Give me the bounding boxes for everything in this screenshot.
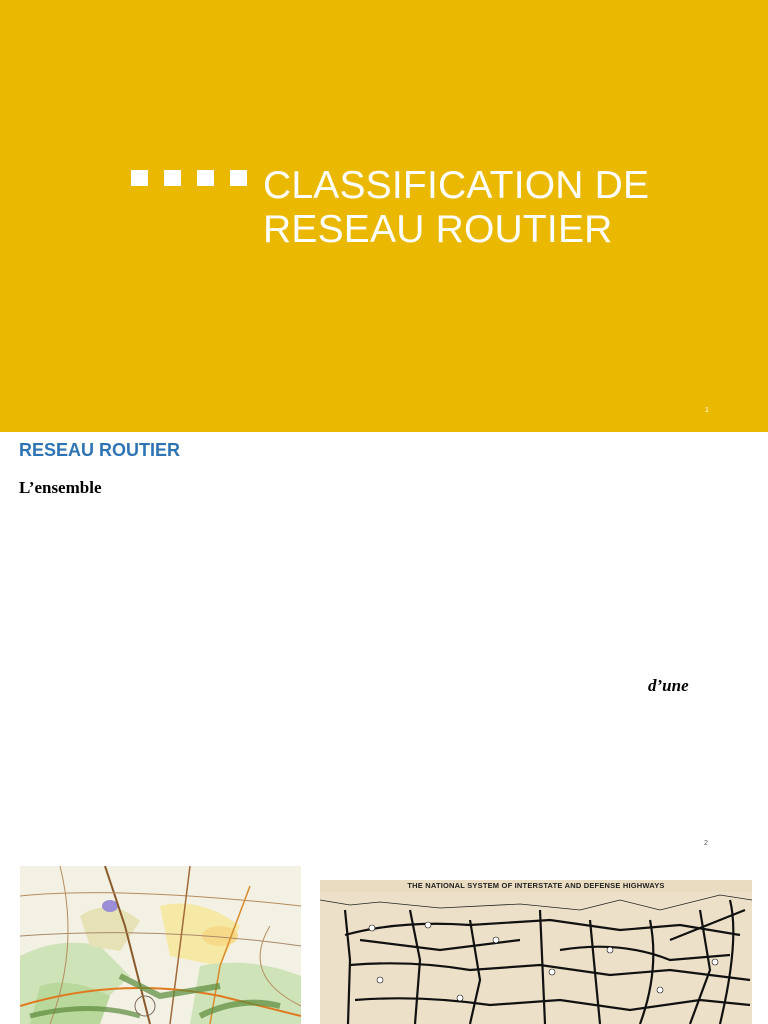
- title-slide: [0, 0, 768, 432]
- page-number: 1: [705, 407, 709, 414]
- slide-title-line-1: CLASSIFICATION DE: [263, 164, 650, 207]
- decorative-squares: [131, 170, 247, 186]
- us-interstate-map-image: [320, 880, 752, 1024]
- slide-title-line-2: RESEAU ROUTIER: [263, 208, 613, 251]
- square-icon: [197, 170, 214, 186]
- slide-title: [263, 164, 649, 252]
- square-icon: [164, 170, 181, 186]
- square-icon: [230, 170, 247, 186]
- page-number: 2: [704, 840, 708, 847]
- map-title: THE NATIONAL SYSTEM OF INTERSTATE AND DEFENSE HIGHWAYS: [407, 881, 665, 890]
- body-text-fragment: d’une: [648, 676, 689, 695]
- city-road-map-image: [20, 866, 301, 1024]
- body-text-start: L’ensemble: [19, 478, 102, 497]
- square-icon: [131, 170, 148, 186]
- interstate-map-graphic: [320, 880, 752, 1024]
- section-heading: RESEAU ROUTIER: [19, 440, 181, 460]
- content-slide: [0, 432, 768, 864]
- city-map-graphic: [20, 866, 301, 1024]
